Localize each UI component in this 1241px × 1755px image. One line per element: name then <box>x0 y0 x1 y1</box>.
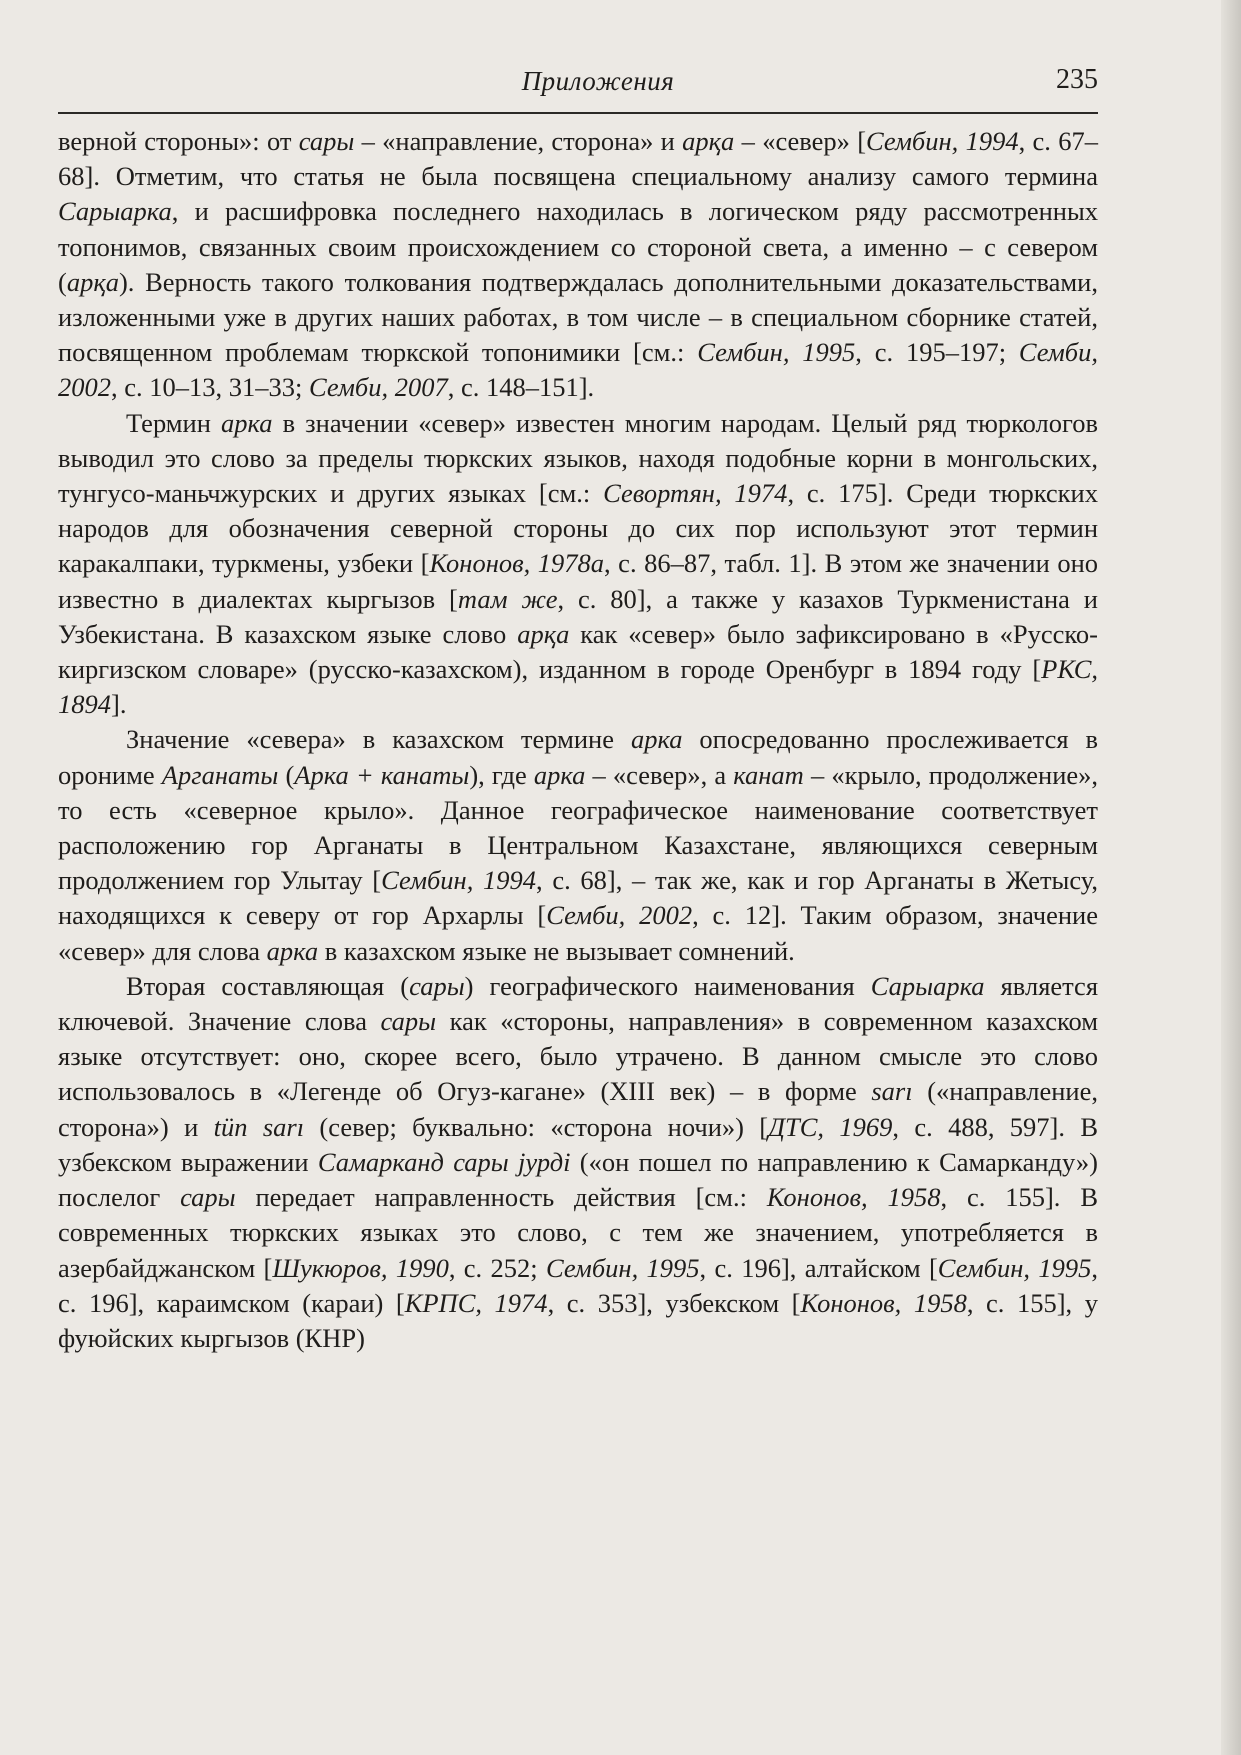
text-run: передает направленность действия [см.: <box>235 1182 767 1213</box>
italic-run: Самарканд сары јурді <box>317 1146 571 1177</box>
text-run: как «стороны, направления» в современном казахском языке отсутствует: оно, скорее всего, было утрачено. В данном смысле это слово использовалось в «Легенде об Огуз-кагане» (XIII век) – в форме <box>58 1006 1098 1107</box>
italic-run: Семби, 2007 <box>309 372 448 403</box>
text-run: Вторая составляющая ( <box>126 970 410 1001</box>
text-run: , с. 196], алтайском [ <box>699 1252 938 1283</box>
text-run: Значение «севера» в казахском термине <box>126 724 631 755</box>
running-header <box>98 64 1098 108</box>
text-run: , с. 67–68]. Отметим, что статья не была посвящена специальному анализу самого термина <box>58 126 1098 192</box>
italic-run: РКС, 1894 <box>58 654 1098 720</box>
italic-run: Кононов, 1958 <box>766 1182 941 1213</box>
italic-run: сары <box>380 1006 437 1037</box>
text-run: в значении «север» известен многим народам. Целый ряд тюркологов выводил это слово за пределы тюркских языков, находя подобные корни в монгольских, тунгусо-маньчжурских и других языках [см.: <box>58 407 1098 509</box>
text-run: – «крыло, продолжение», то есть «северное крыло». Данное географическое наименование соответствует расположению гор Арганаты в Центральном Казахстане, являющихся северным продолжением гор Улытау [ <box>58 759 1099 896</box>
italic-run: Семби, 2002 <box>58 337 1098 403</box>
text-run: ), где <box>469 759 534 790</box>
text-run: ( <box>278 759 295 790</box>
text-run: в казахском языке не вызывает сомнений. <box>318 935 795 966</box>
text-run: – «север», а <box>585 759 734 790</box>
text-run: верной стороны»: от <box>58 126 299 156</box>
italic-run: арқа <box>682 126 735 156</box>
italic-run: Арганаты <box>161 759 279 790</box>
text-run: , с. 68], – так же, как и гор Арганаты в Жетысу, находящихся к северу от гор Архарлы [ <box>58 865 1098 931</box>
body-text <box>58 124 1098 1356</box>
italic-run: там же <box>457 583 558 614</box>
text-run: , с. 353], узбекском [ <box>547 1287 801 1318</box>
italic-run: арка <box>221 407 273 438</box>
text-run: , с. 175]. Среди тюркских народов для обозначения северной стороны до сих пор используют этот термин каракалпаки, туркмены, узбеки [ <box>58 478 1098 579</box>
text-run: опосредованно прослеживается в орониме <box>58 724 1098 790</box>
italic-run: Кононов, 1978а <box>429 548 605 579</box>
text-run: , с. 252; <box>448 1252 546 1283</box>
text-run: , с. 10–13, 31–33; <box>111 372 309 403</box>
paragraph <box>58 722 1098 968</box>
text-run: , с. 195–197; <box>855 337 1019 368</box>
italic-run: Сембин, 1995 <box>697 337 856 368</box>
text-run: (север; буквально: «сторона ночи») [ <box>304 1111 769 1142</box>
italic-run: арка <box>266 935 319 966</box>
italic-run: арқа <box>517 618 570 649</box>
text-run: как «север» было зафиксировано в «Русско-киргизском словаре» (русско-казахском), изданном в городе Оренбург в 1894 году [ <box>58 618 1098 685</box>
italic-run: КРПС, 1974 <box>404 1287 548 1318</box>
text-run: , с. 80], а также у казахов Туркменистана и Узбекистана. В казахском языке слово <box>58 583 1098 649</box>
text-run: , с. 148–151]. <box>447 372 595 403</box>
italic-run: ДТС, 1969 <box>768 1111 893 1142</box>
text-run: («он пошел по направлению к Самарканду») послелог <box>58 1146 1099 1213</box>
text-run: является ключевой. Значение слова <box>58 970 1099 1037</box>
text-run: , и расшифровка последнего находилась в логическом ряду рассмотренных топонимов, связанных своим происхождением со стороной света, а именно – с севером ( <box>58 196 1098 297</box>
italic-run: арка <box>533 759 586 790</box>
text-run: , с. 86–87, табл. 1]. В этом же значении оно известно в диалектах кыргызов [ <box>58 548 1099 614</box>
text-run: Термин <box>126 407 221 438</box>
italic-run: Сембин, 1994 <box>866 126 1019 156</box>
text-run: («направление, сторона») и <box>58 1076 1098 1142</box>
italic-run: сары <box>180 1182 236 1213</box>
italic-run: сары <box>409 970 465 1001</box>
text-run: , с. 12]. Таким образом, значение «север» для слова <box>58 900 1098 966</box>
text-run: , с. 488, 597]. В узбекском выражении <box>58 1111 1099 1177</box>
italic-run: Сембин, 1994 <box>381 865 537 896</box>
text-run: – «направление, сторона» и <box>354 126 683 156</box>
paragraph <box>58 406 1098 723</box>
italic-run: Кононов, 1958 <box>800 1287 967 1318</box>
text-run: ). Верность такого толкования подтверждалась дополнительными доказательствами, изложенными уже в других наших работах, в том числе – в специальном сборнике статей, посвященном проблемам тюркской топонимики [см.: <box>58 266 1098 368</box>
text-run: , с. 196], караимском (караи) [ <box>58 1252 1098 1318</box>
text-run: , с. 155]. В современных тюркских языках это слово, с тем же значением, употребляется в азербайджанском [ <box>58 1182 1098 1283</box>
italic-run: арка <box>630 724 683 755</box>
italic-run: Сембин, 1995 <box>545 1252 700 1283</box>
italic-run: арқа <box>66 266 119 297</box>
page-number: 235 <box>1056 64 1098 95</box>
text-run: , с. 155], у фуюйских кыргызов (КНР) <box>58 1287 1098 1353</box>
italic-run: Севортян, 1974 <box>603 478 788 509</box>
page-edge-shadow <box>1221 0 1241 1755</box>
text-run: ) географического наименования <box>464 970 871 1001</box>
text-run: – «север» [ <box>734 126 867 156</box>
italic-run: sarı <box>871 1076 913 1107</box>
text-run: ]. <box>111 689 127 720</box>
italic-run: сары <box>298 126 355 156</box>
paragraph <box>58 969 1098 1356</box>
italic-run: Семби, 2002 <box>546 900 693 931</box>
italic-run: Сембин, 1995 <box>937 1252 1092 1283</box>
running-header-title: Приложения <box>521 66 675 96</box>
italic-run: Сарыарка <box>58 196 172 227</box>
header-rule <box>58 112 1098 114</box>
italic-run: Арка + канаты <box>294 759 470 790</box>
italic-run: Сарыарка <box>870 970 985 1001</box>
italic-run: канат <box>733 759 804 790</box>
italic-run: tün sarı <box>213 1111 305 1142</box>
paragraph <box>58 124 1098 406</box>
italic-run: Шукюров, 1990 <box>272 1252 449 1283</box>
